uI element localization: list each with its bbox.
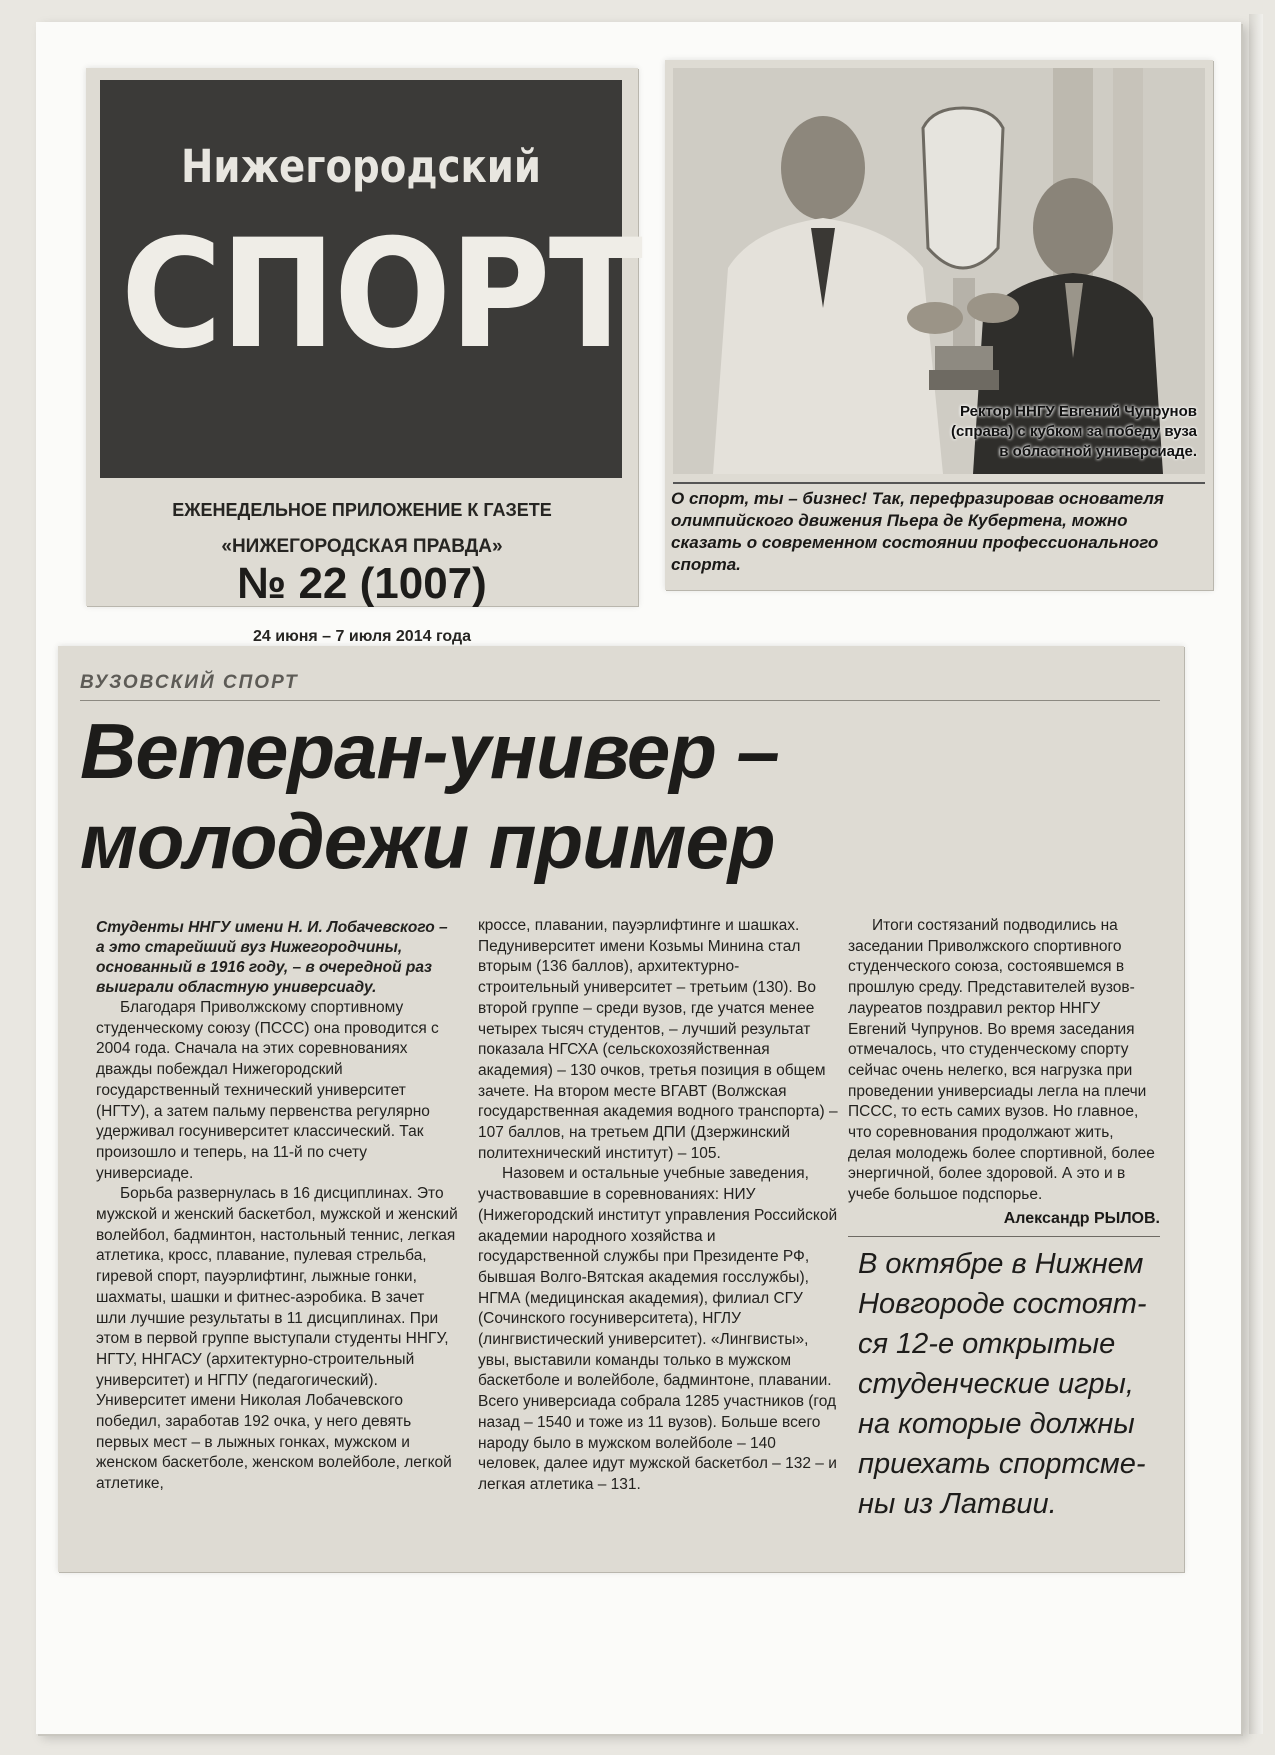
callout-quote: В октябре в Нижнем Новгороде состоят-ся 12-е открытые студенческие игры, на которые должны приехать спортсме-ны из Латвии. — [858, 1248, 1147, 1520]
lead-paragraph: О спорт, ты – бизнес! Так, перефразировав основателя олимпийского движения Пьера де Кубертена, можно сказать о современном состоянии профессионального спорта. — [671, 489, 1164, 574]
column-3 — [848, 916, 1160, 1206]
photo-caption — [897, 402, 1197, 462]
masthead-clipping — [86, 68, 642, 645]
masthead-subtitle-2: «НИЖЕГОРОДСКАЯ ПРАВДА» — [221, 536, 503, 557]
headline-line-2: молодежи пример — [80, 797, 775, 885]
paragraph: Назовем и остальные учебные заведения, участвовавшие в соревнованиях: НИУ (Нижегородский институт управления Российской академии народного хозяйства и государственной службы при Президенте РФ, бывшая Волго-Вятская академия госслужбы), НГМА (медицинская академия), филиал СГУ (Сочинского госуниверситета), НГЛУ (лингвистический университет). «Лингвисты», увы, выставили команды только в мужском баскетболе и волейболе, бадминтоне, плавании. Всего универсиада собрала 1285 участников (год назад – 1540 и тоже из 11 вузов). Больше всего народу было в мужском волейболе – 140 человек, далее идут мужской баскетбол – 132 – и легкая атлетика – 131. — [478, 1165, 838, 1493]
divider — [673, 482, 1205, 484]
paragraph: Борьба развернулась в 16 дисциплинах. Это мужской и женский баскетбол, мужской и женский волейбол, бадминтон, настольный теннис, легкая атлетика, кросс, плавание, пулевая стрельба, гиревой спорт, пауэрлифтинг, лыжные гонки, шахматы, шашки и фитнес-аэробика. В зачет шли лучшие результаты в 11 дисциплинах. При этом в первой группе выступали студенты ННГУ, НГТУ, ННГАСУ (архитектурно-строительный университет) и НГПУ (педагогический). Университет имени Николая Лобачевского победил, заработав 192 очка, у него девять первых мест – в лыжных гонках, мужском и женском баскетболе, женском волейболе, легкой атлетике, — [96, 1185, 458, 1493]
issue-dates: 24 июня – 7 июля 2014 года — [252, 628, 472, 645]
divider — [848, 1236, 1160, 1237]
masthead-banner — [100, 80, 642, 478]
divider — [80, 700, 1160, 701]
masthead-title-big: СПОРТ — [120, 208, 642, 382]
paragraph: кроссе, плавании, пауэрлифтинге и шашках. Педуниверситет имени Козьмы Минина стал вторым (136 баллов), архитектурно-строительный университет – третьим (130). Во второй группе – среди вузов, где учатся менее четырех тысяч студентов, – лучший результат показала НГСХА (сельскохозяйственная академия) – 130 очков, третья позиция в общем зачете. На втором месте ВГАВТ (Волжская государственная академия водного транспорта) – 107 баллов, на третьем ДПИ (Дзержинский политехнический институт) – 105. — [478, 917, 838, 1162]
caption-line-1: Ректор ННГУ Евгений Чупрунов — [960, 403, 1197, 420]
rubric: ВУЗОВСКИЙ СПОРТ — [80, 672, 299, 693]
caption-line-3: в областной универсиаде. — [999, 443, 1197, 460]
masthead-subtitle-1: ЕЖЕНЕДЕЛЬНОЕ ПРИЛОЖЕНИЕ К ГАЗЕТЕ — [172, 500, 552, 520]
headline-line-1: Ветеран-универ – — [80, 707, 779, 795]
page-edge — [1249, 14, 1263, 1734]
issue-number: № 22 (1007) — [237, 559, 487, 608]
column-2 — [478, 916, 840, 1496]
article-clipping — [58, 646, 1184, 1572]
paragraph: Итоги состязаний подводились на заседании Приволжского спортивного студенческого союза, состоявшемся в прошлую среду. Представителей вузов-лауреатов поздравил ректор ННГУ Евгений Чупрунов. Во время заседания отмечалось, что студенческому спорту сейчас очень нелегко, вся нагрузка при проведении универсиады легла на плечи ПССС, то есть самих вузов. Но главное, что соревнования продолжают жить, делая молодежь более спортивной, более энергичной, более здоровой. А это и в учебе большое подспорье. — [848, 917, 1155, 1204]
author-signature: Александр РЫЛОВ. — [1003, 1210, 1160, 1227]
article-intro: Студенты ННГУ имени Н. И. Лобачевского – а это старейший вуз Нижегородчины, основанный в 1916 году, – в очередной раз выиграли областную универсиаду. — [96, 919, 448, 996]
caption-line-2: (справа) с кубком за победу вуза — [951, 423, 1197, 440]
paragraph: Благодаря Приволжскому спортивному студенческому союзу (ПССС) она проводится с 2004 года. Сначала на этих соревнованиях дважды побеждал Нижегородский государственный технический университет (НГТУ), а затем пальму первенства регулярно удерживал госуниверситет классический. Так произошло и теперь, на 11-й по счету универсиаде. — [96, 999, 439, 1182]
headline — [80, 706, 1160, 886]
column-1 — [96, 918, 458, 1495]
masthead-title-small: Нижегородский — [180, 140, 542, 193]
photo-clipping — [665, 60, 1213, 590]
trophy-photo — [673, 68, 1205, 474]
